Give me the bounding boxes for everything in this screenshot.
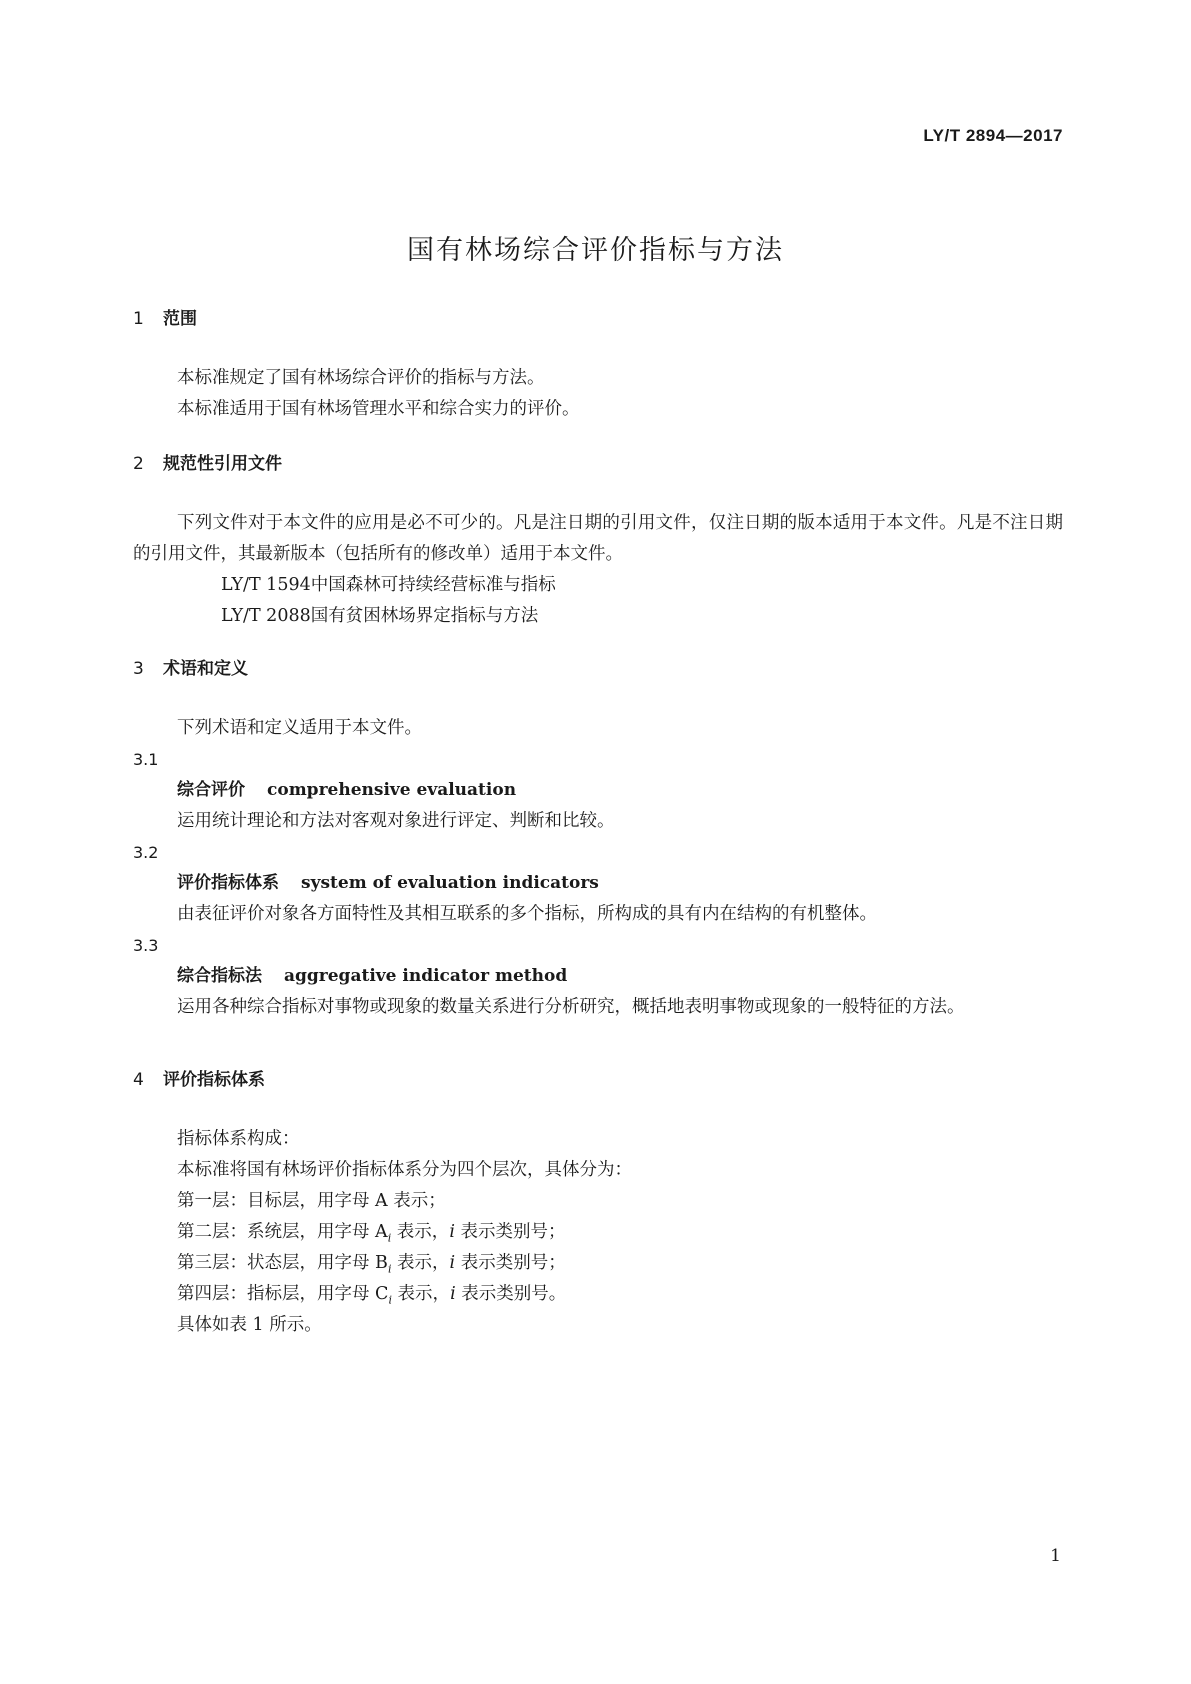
section-3 xyxy=(133,654,1063,684)
section-heading xyxy=(133,449,1063,479)
paragraph: 本标准适用于国有林场管理水平和综合实力的评价。 xyxy=(177,399,580,419)
paragraph: 下列术语和定义适用于本文件。 xyxy=(177,718,422,738)
reference-item xyxy=(133,601,1063,632)
term-number: 3.3 xyxy=(133,936,159,955)
paragraph xyxy=(133,1279,1063,1310)
term-definition: 运用各种综合指标对事物或现象的数量关系进行分析研究，概括地表明事物或现象的一般特征的方法。 xyxy=(177,997,965,1017)
section-1 xyxy=(133,304,1063,334)
section-title: 评价指标体系 xyxy=(163,1070,265,1090)
text-run: 表示类别号； xyxy=(454,1222,566,1242)
paragraph: 本标准将国有林场评价指标体系分为四个层次，具体分为： xyxy=(177,1160,632,1180)
section-number: 4 xyxy=(133,1070,144,1090)
paragraph: 具体如表 1 所示。 xyxy=(177,1315,322,1335)
text-run: 表示， xyxy=(391,1253,450,1273)
page-number: 1 xyxy=(1050,1546,1061,1566)
section-title: 范围 xyxy=(163,309,197,329)
section-title: 规范性引用文件 xyxy=(163,454,282,474)
variable: i xyxy=(450,1284,456,1304)
reference-title: 中国森林可持续经营标准与指标 xyxy=(310,575,556,595)
term-number: 3.1 xyxy=(133,750,159,769)
text-run: 表示类别号。 xyxy=(455,1284,567,1304)
section-heading xyxy=(133,304,1063,334)
paragraph: 第一层：目标层，用字母 A 表示； xyxy=(177,1191,446,1211)
paragraph: 指标体系构成： xyxy=(177,1129,300,1149)
section-4 xyxy=(133,1065,1063,1095)
section-1-body xyxy=(133,363,1063,425)
variable: i xyxy=(449,1253,456,1273)
text-run: 表示， xyxy=(391,1284,451,1304)
term-zh: 综合评价 xyxy=(177,780,245,800)
document-title: 国有林场综合评价指标与方法 xyxy=(407,235,784,266)
subscript: i xyxy=(387,1231,392,1245)
term-en: comprehensive evaluation xyxy=(267,780,517,800)
term-heading xyxy=(133,868,1063,899)
section-title: 术语和定义 xyxy=(163,659,248,679)
reference-code: LY/T 2088 xyxy=(221,606,311,626)
reference-title: 国有贫困林场界定指标与方法 xyxy=(310,606,539,626)
term-definition: 运用统计理论和方法对客观对象进行评定、判断和比较。 xyxy=(177,811,615,831)
text-run: 第二层：系统层，用字母 A xyxy=(177,1222,388,1242)
text-run: 表示类别号； xyxy=(455,1253,566,1273)
section-3-body xyxy=(133,713,1063,1023)
text-run: 表示， xyxy=(391,1222,450,1242)
section-2-body xyxy=(133,508,1063,632)
term-heading xyxy=(133,961,1063,992)
section-number: 1 xyxy=(133,309,144,329)
term-en: aggregative indicator method xyxy=(284,966,568,986)
text-run: 第三层：状态层，用字母 B xyxy=(177,1253,388,1273)
section-2 xyxy=(133,449,1063,479)
subscript: i xyxy=(388,1293,392,1307)
paragraph xyxy=(133,1248,1063,1279)
text-run: 第四层：指标层，用字母 C xyxy=(177,1284,389,1304)
paragraph xyxy=(133,1217,1063,1248)
section-number: 3 xyxy=(133,659,144,679)
term-heading xyxy=(133,775,1063,806)
subscript: i xyxy=(387,1262,392,1276)
paragraph: 本标准规定了国有林场综合评价的指标与方法。 xyxy=(177,368,545,388)
section-number: 2 xyxy=(133,454,144,474)
paragraph: 下列文件对于本文件的应用是必不可少的。凡是注日期的引用文件，仅注日期的版本适用于本文件。凡是不注日期的引用文件，其最新版本（包括所有的修改单）适用于本文件。 xyxy=(133,513,1063,564)
term-en: system of evaluation indicators xyxy=(301,873,599,893)
reference-item xyxy=(133,570,1063,601)
term-definition: 由表征评价对象各方面特性及其相互联系的多个指标，所构成的具有内在结构的有机整体。 xyxy=(177,904,877,924)
section-heading xyxy=(133,1065,1063,1095)
reference-code: LY/T 1594 xyxy=(221,575,311,595)
section-4-body xyxy=(133,1124,1063,1341)
section-heading xyxy=(133,654,1063,684)
term-number: 3.2 xyxy=(133,843,159,862)
variable: i xyxy=(449,1222,455,1242)
term-zh: 综合指标法 xyxy=(177,966,262,986)
standard-code: LY/T 2894—2017 xyxy=(923,126,1063,145)
term-zh: 评价指标体系 xyxy=(177,873,279,893)
